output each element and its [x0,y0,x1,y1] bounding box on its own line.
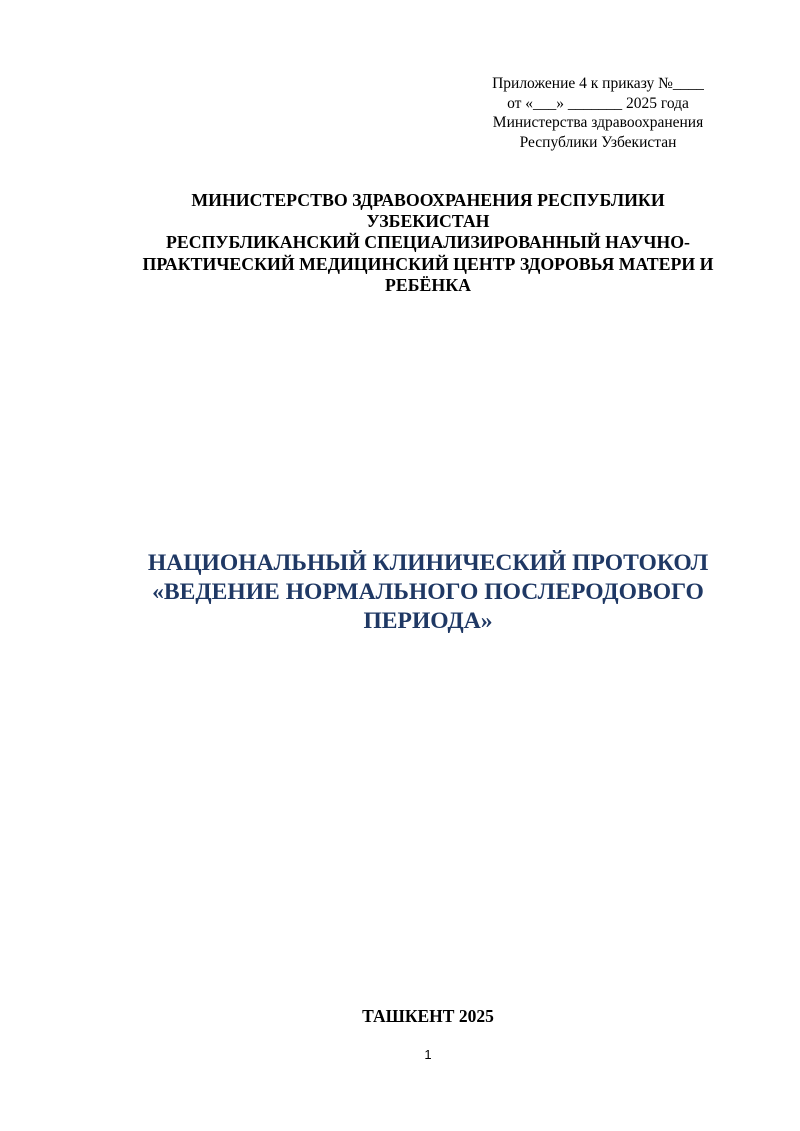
title-line-2: «ВЕДЕНИЕ НОРМАЛЬНОГО ПОСЛЕРОДОВОГО [152,579,704,605]
appendix-line-ministry: Министерства здравоохранения [492,114,704,132]
institution-header [100,190,756,296]
appendix-line-order: Приложение 4 к приказу №____ [492,75,704,92]
page-number: 1 [424,1047,432,1062]
appendix-line-date: от «___» _______ 2025 года [507,94,689,112]
title-line-3: ПЕРИОДА» [363,608,493,634]
title-line-1: НАЦИОНАЛЬНЫЙ КЛИНИЧЕСКИЙ ПРОТОКОЛ [147,550,709,576]
appendix-note [462,74,734,152]
institution-line-3: РЕСПУБЛИКАНСКИЙ СПЕЦИАЛИЗИРОВАННЫЙ НАУЧНО- [166,232,690,253]
institution-line-5: РЕБЁНКА [385,274,471,295]
document-title [90,549,766,636]
city-year: ТАШКЕНТ 2025 [362,1006,494,1026]
institution-line-1: МИНИСТЕРСТВО ЗДРАВООХРАНЕНИЯ РЕСПУБЛИКИ [191,190,665,210]
appendix-line-country: Республики Узбекистан [519,133,677,151]
institution-line-4: ПРАКТИЧЕСКИЙ МЕДИЦИНСКИЙ ЦЕНТР ЗДОРОВЬЯ МАТЕРИ И [142,253,714,274]
institution-line-2: УЗБЕКИСТАН [366,211,490,232]
